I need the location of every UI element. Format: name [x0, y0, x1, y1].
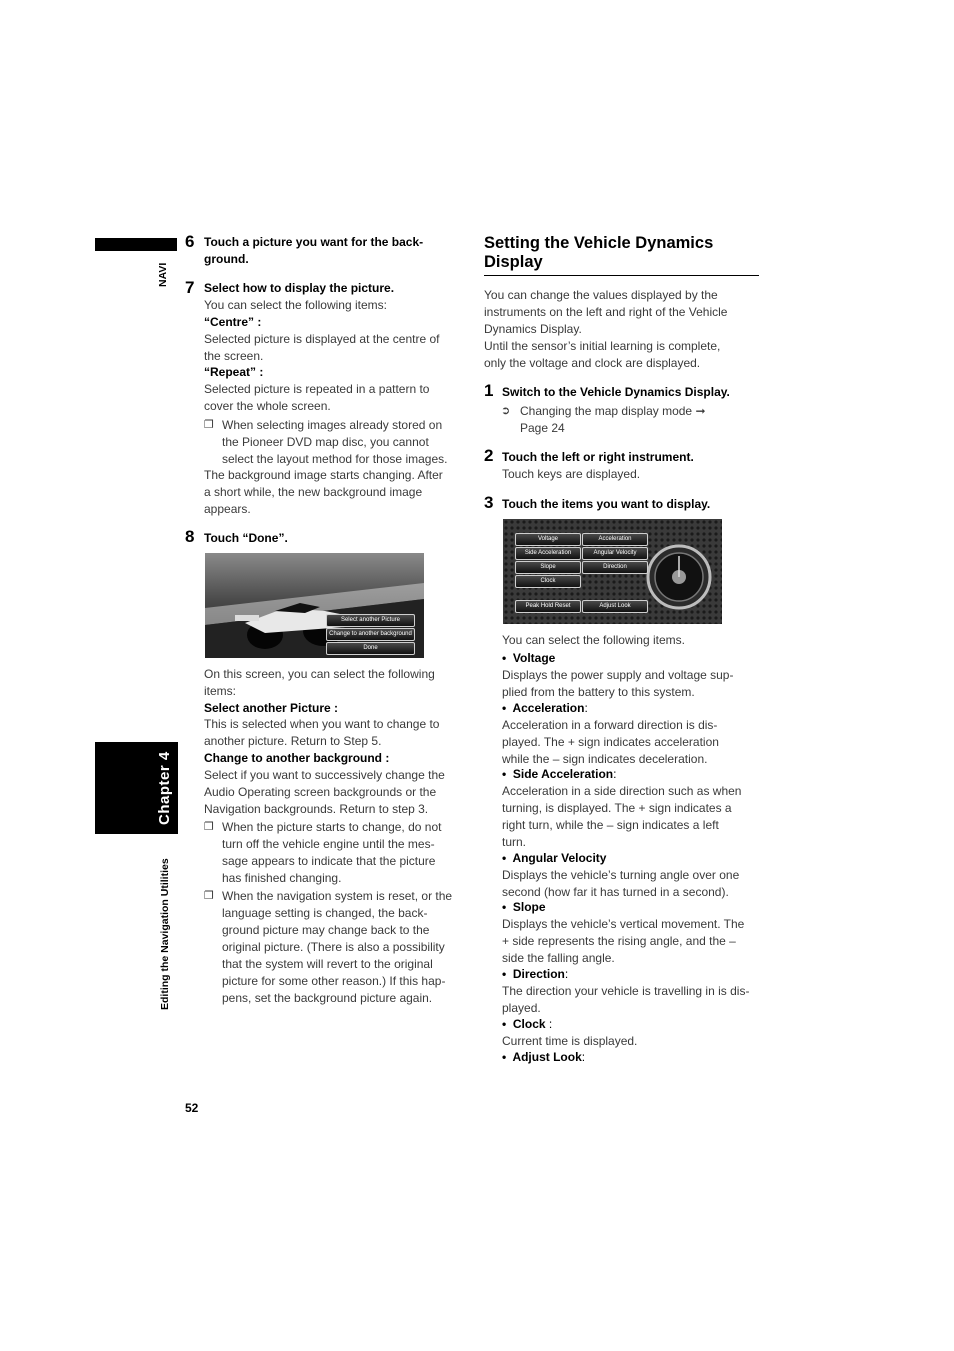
step-1-text: Switch to the Vehicle Dynamics Display. — [502, 385, 730, 399]
direction-key[interactable]: Direction — [582, 561, 648, 574]
change-background-label: Change to another background : — [204, 751, 390, 765]
step-3-text: Touch the items you want to display. — [502, 497, 711, 511]
step-2-number: 2 — [484, 446, 494, 465]
side-acceleration-key[interactable]: Side Acceleration — [515, 547, 581, 560]
item-slope: • Slope Displays the vehicle’s vertical movement. The + side represents the rising angle, and the – side the falling angle. — [502, 900, 745, 965]
step-1-reference: ➲ Changing the map display mode ➞ Page 24 — [501, 404, 706, 435]
heading-rule — [484, 275, 759, 276]
page-number: 52 — [185, 1101, 199, 1115]
background-changing-text: The background image starts changing. After a short while, the new background image appears. — [204, 468, 443, 516]
post-intro: On this screen, you can select the following items: — [204, 667, 435, 698]
reference-arrow-icon: ➲ — [501, 405, 511, 417]
section-side-label: Editing the Navigation Utilities — [159, 858, 171, 1010]
item-angular-velocity: • Angular Velocity Displays the vehicle’s turning angle over one second (how far it has turned in a second). — [502, 851, 740, 899]
navi-tab-bar — [95, 238, 177, 251]
note-checkbox-icon: ❐ — [204, 890, 214, 902]
change-background-body: Select if you want to successively change the Audio Operating screen backgrounds or the Navigation backgrounds. Return to step 3. — [204, 768, 445, 816]
item-adjust-look: • Adjust Look: — [502, 1050, 586, 1064]
item-side-acceleration: • Side Acceleration: Acceleration in a side direction such as when turning, is displayed. The + sign indicates a right turn, while the – sign indicates a left turn. — [502, 767, 742, 849]
peak-hold-reset-key[interactable]: Peak Hold Reset — [515, 600, 581, 613]
section-intro: You can change the values displayed by the instruments on the left and right of the Vehicle Dynamics Display. Until the sensor’s initial learning is complete, only the voltage and clock are displayed. — [484, 288, 728, 370]
step-6-text: Touch a picture you want for the back- ground. — [204, 235, 424, 266]
step-8-text: Touch “Done”. — [204, 531, 288, 545]
voltage-key[interactable]: Voltage — [515, 533, 581, 546]
note-checkbox-icon: ❐ — [204, 419, 214, 431]
repeat-body: Selected picture is repeated in a pattern to cover the whole screen. — [204, 382, 430, 413]
item-clock: • Clock : Current time is displayed. — [502, 1017, 638, 1048]
step-2-text: Touch the left or right instrument. — [502, 450, 694, 464]
centre-body: Selected picture is displayed at the centre of the screen. — [204, 332, 440, 363]
step-6-number: 6 — [185, 232, 195, 251]
done-button[interactable]: Done — [326, 642, 415, 655]
item-voltage: • Voltage Displays the power supply and voltage sup- plied from the battery to this system. — [502, 651, 734, 699]
section-heading: Setting the Vehicle Dynamics Display — [484, 234, 714, 271]
select-items-intro: You can select the following items. — [502, 633, 685, 647]
note-layout-method: ❐ When selecting images already stored on the Pioneer DVD map disc, you cannot select the layout method for those images. — [204, 418, 448, 466]
step-2-body: Touch keys are displayed. — [502, 467, 641, 481]
select-another-picture-button[interactable]: Select another Picture — [326, 614, 415, 627]
background-screen-screenshot — [205, 553, 424, 658]
step-7-intro: You can select the following items: — [204, 298, 387, 312]
change-background-button[interactable]: Change to another background — [326, 628, 415, 641]
angular-velocity-key[interactable]: Angular Velocity — [582, 547, 648, 560]
step-1-number: 1 — [484, 381, 494, 400]
chapter-label: Chapter 4 — [156, 751, 173, 825]
select-another-picture-label: Select another Picture : — [204, 701, 339, 715]
step-3-number: 3 — [484, 493, 494, 512]
repeat-label: “Repeat” : — [204, 365, 264, 379]
item-acceleration: • Acceleration: Acceleration in a forward direction is dis- played. The + sign indicates acceleration while the – sign indicates deceleration. — [502, 701, 719, 766]
item-direction: • Direction: The direction your vehicle is travelling in is dis- played. — [502, 967, 750, 1015]
navi-side-label: NAVI — [157, 262, 169, 287]
step-7-text: Select how to display the picture. — [204, 281, 395, 295]
step-7-number: 7 — [185, 278, 195, 297]
chapter-tab — [95, 742, 178, 834]
note-system-reset: ❐ When the navigation system is reset, or the language setting is changed, the back- ground picture may change back to the original picture. (There is also a possibility that the system will revert to the original picture for some other reason.) If this hap- pens, set the background picture again. — [204, 889, 453, 1005]
note-engine-off: ❐ When the picture starts to change, do not turn off the vehicle engine until the mes- sage appears to indicate that the picture has finished changing. — [204, 820, 442, 885]
centre-label: “Centre” : — [204, 315, 262, 329]
adjust-look-key[interactable]: Adjust Look — [582, 600, 648, 613]
step-8-number: 8 — [185, 527, 195, 546]
vehicle-dynamics-screenshot — [503, 519, 722, 624]
select-another-picture-body: This is selected when you want to change to another picture. Return to Step 5. — [204, 717, 440, 748]
acceleration-key[interactable]: Acceleration — [582, 533, 648, 546]
clock-key[interactable]: Clock — [515, 575, 581, 588]
note-checkbox-icon: ❐ — [204, 821, 214, 833]
slope-key[interactable]: Slope — [515, 561, 581, 574]
